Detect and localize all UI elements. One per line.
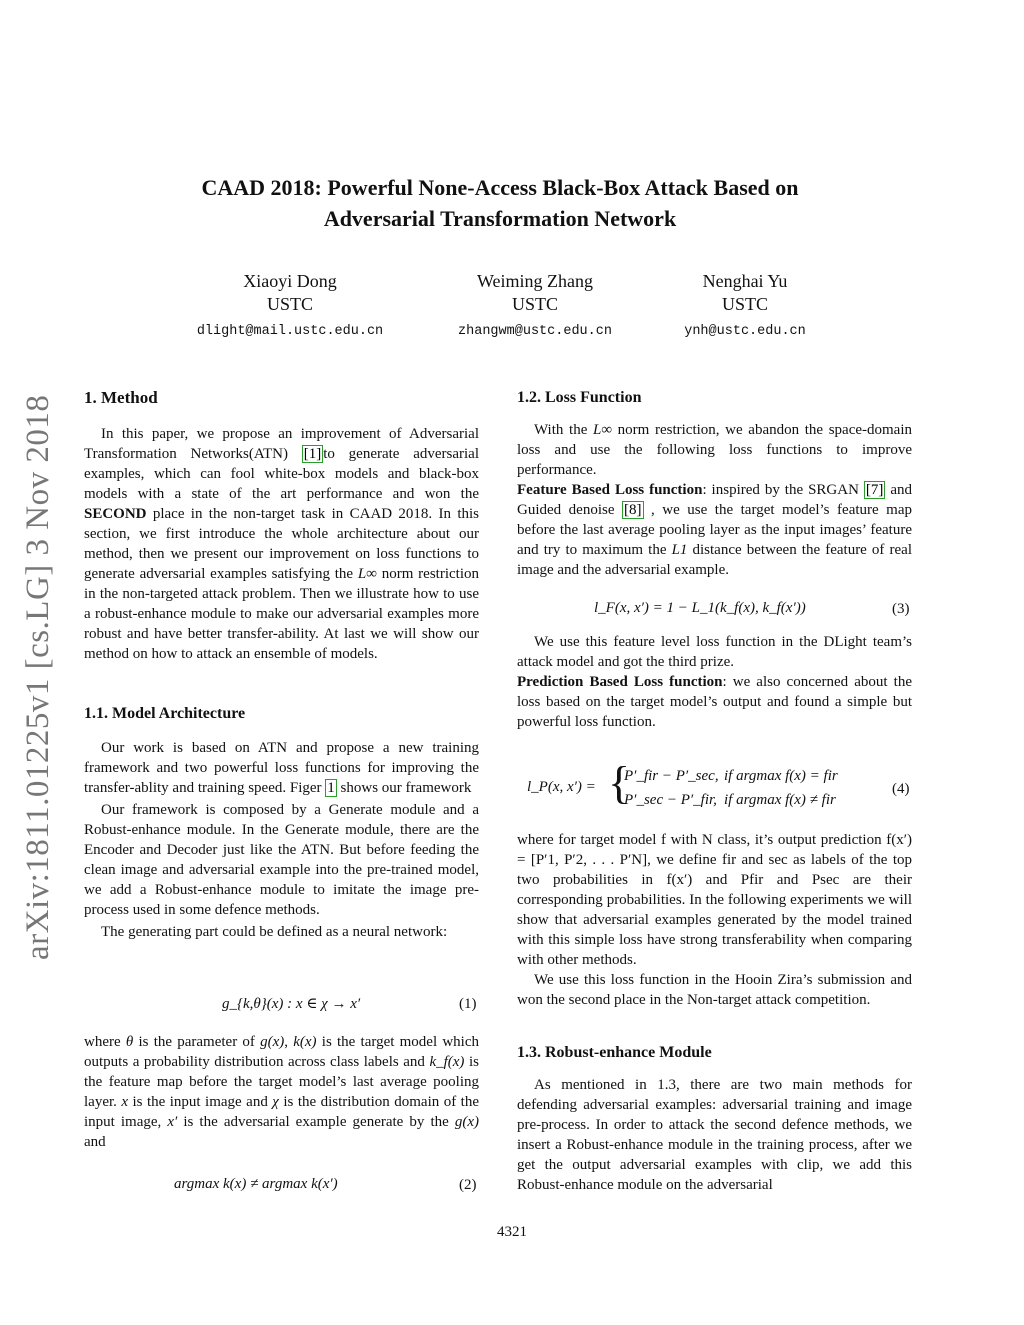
equation-4-lhs: l_P(x, x′) = [527,779,596,795]
author-name: Nenghai Yu [702,271,788,291]
feature-loss-paragraph: Feature Based Loss function: inspired by the SRGAN [7] and Guided denoise [8] , we use the target model’s feature map before the last average pooling layer as the input images’ feature and try to maximum the L1 distance between the feature of real image and the adversarial example. [517,482,913,578]
hooin-paragraph: We use this loss function in the Hooin Zira’s submission and won the second place in the Non-target attack competition. [517,972,912,1008]
title-line-1: CAAD 2018: Powerful None-Access Black-Box Attack Based on [201,175,799,200]
equation-1: g_{k,θ}(x) : x ∈ χ → x′ [222,996,361,1012]
architecture-text [84,738,479,942]
prediction-text [517,632,912,732]
prediction-loss-paragraph: Prediction Based Loss function: we also concerned about the loss based on the target model’s output and found a simple but powerful loss function. [517,674,912,730]
equation-4-condition-2: if argmax f(x) ≠ fir [724,792,836,808]
robust-paragraph: As mentioned in 1.3, there are two main methods for defending adversarial examples: adversarial training and image pre-process. In order to attack the second defence methods, we insert a Robust-enhance module in the training process, after we get the output adversarial examples with clip, we add this Robust-enhance module on the adversarial [517,1077,912,1193]
architecture-paragraph-2: Our framework is composed by a Generate module and a Robust-enhance module. In the Generate module, there are the Encoder and Decoder just like the ATN. But before feeding the clean image and adversarial example into the pre-trained model, we add a Robust-enhance module to imitate the image pre-process used in some defence methods. [84,802,479,918]
equation-2: argmax k(x) ≠ argmax k(x′) [174,1176,338,1192]
author-affiliation: USTC [266,294,313,314]
where-paragraph: where θ is the parameter of g(x), k(x) is the target model which outputs a probability distribution across class labels and k_f(x) is the feature map before the target model’s last average pooling layer. x is the input image and χ is the distribution domain of the input image, x′ is the adversarial example generate by the g(x) and [84,1034,480,1150]
author-block [660,270,830,343]
equation-4-brace: { [608,757,631,808]
loss-paragraph: With the L∞ norm restriction, we abandon the space-domain loss and use the following loss functions to improve performance. [517,422,913,478]
subsection-heading-architecture: 1.1. Model Architecture [84,705,246,722]
paper-title [130,172,870,234]
equation-4-case-2: P′_sec − P′_fir, [624,792,717,808]
author-name: Weiming Zhang [476,271,594,291]
author-affiliation: USTC [511,294,558,314]
arxiv-stamp: arXiv:1811.01225v1 [cs.LG] 3 Nov 2018 [20,394,56,960]
author-block [180,270,400,343]
equation-number: (4) [892,781,910,797]
page-number: 4321 [497,1224,527,1240]
citation-link[interactable]: [1] [303,446,322,462]
section-heading-method: 1. Method [84,388,158,407]
dlight-paragraph: We use this feature level loss function in the DLight team’s attack model and got the third prize. [517,634,912,670]
author-name: Xiaoyi Dong [243,271,337,291]
subsection-heading-loss: 1.2. Loss Function [517,389,642,406]
title-line-2: Adversarial Transformation Network [323,206,677,231]
author-email: zhangwm@ustc.edu.cn [458,324,612,339]
equation-4-condition-1: if argmax f(x) = fir [724,768,838,784]
citation-link[interactable]: [7] [865,482,884,498]
author-email: dlight@mail.ustc.edu.cn [196,324,384,339]
equation-4-case-1: P′_fir − P′_sec, [624,768,719,784]
loss-text [517,420,912,580]
equation-number: (3) [892,601,910,617]
architecture-paragraph-3: The generating part could be defined as a neural network: [101,924,448,940]
prediction-explanation [517,830,912,1010]
method-paragraph: In this paper, we propose an improvement of Adversarial Transformation Networks(ATN) [1] to generate adversarial examples, which can fool white-box models and black-box models with a state of the art performance and won the SECOND place in the non-target task in CAAD 2018. In this section, we first introduce the whole architecture about our method, then we present our improvement on loss functions to generate adversarial examples satisfying the L∞ norm restriction in the non-targeted attack problem. Then we illustrate how to use a robust-enhance module to make our adversarial examples more robust and have better transfer-ability. At last we will show our method on how to attack an ensemble of models. [84,426,479,662]
equation-number: (1) [459,996,477,1012]
equation-number: (2) [459,1177,477,1193]
author-block [425,270,645,343]
figure-link[interactable]: 1 [327,780,335,796]
equation-3: l_F(x, x′) = 1 − L_1(k_f(x), k_f(x′)) [594,600,806,616]
where-paragraph-right: where for target model f with N class, it’s output prediction f(x′) = [P′1, P′2, . . . P′N], we define fir and sec as labels of the top two probabilities in f(x′) and Pfir and Psec are their corresponding probabilities. In the following experiments we will show that adversarial examples generated by the model trained with this simple loss have strong transferability when comparing with other methods. [517,832,912,968]
architecture-paragraph-1: Our work is based on ATN and propose a new training framework and two powerful loss functions for improving the transfer-ablity and training speed. Figer 1 shows our framework [84,740,479,796]
citation-link[interactable]: [8] [624,502,642,518]
subsection-heading-robust: 1.3. Robust-enhance Module [517,1044,712,1061]
author-email: ynh@ustc.edu.cn [684,324,806,339]
author-affiliation: USTC [721,294,768,314]
